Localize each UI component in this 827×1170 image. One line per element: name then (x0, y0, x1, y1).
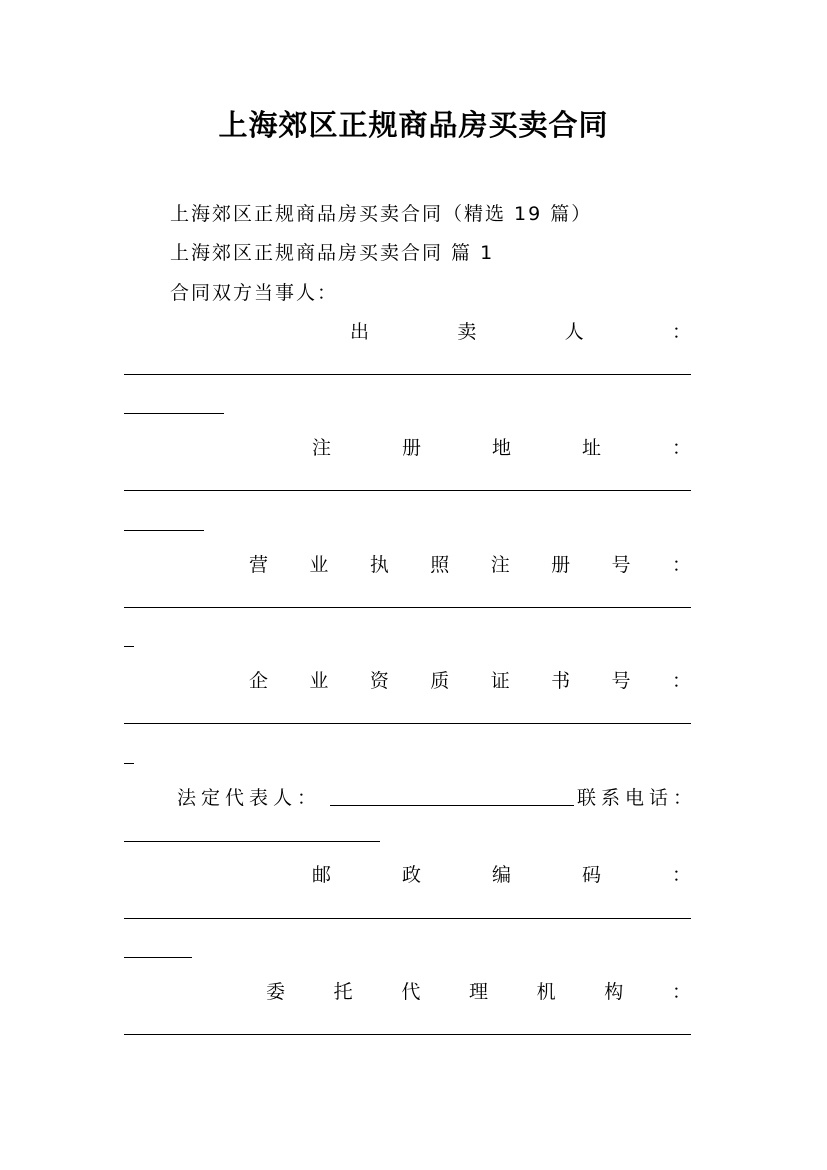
label-colon: ： (671, 321, 691, 343)
intro-line-1: 上海郊区正规商品房买卖合同（精选 19 篇） (170, 203, 593, 225)
label-colon: ： (671, 864, 691, 886)
agency-label (124, 977, 691, 1004)
label-char: 地 (491, 437, 511, 459)
address-blank-line[interactable] (124, 490, 691, 491)
license-blank-line-cont[interactable] (124, 646, 134, 647)
label-char: 书 (551, 670, 571, 692)
qualification-blank-line-cont[interactable] (124, 763, 134, 764)
label-char: 业 (309, 670, 329, 692)
label-char: 资 (369, 670, 389, 692)
intro-line-2: 上海郊区正规商品房买卖合同 篇 1 (170, 242, 495, 264)
label-colon: ： (671, 670, 691, 692)
label-char: 业 (309, 554, 329, 576)
label-char: 编 (491, 864, 511, 886)
label-char: 册 (401, 437, 421, 459)
postcode-blank-line-cont[interactable] (124, 957, 192, 958)
postcode-label (124, 860, 691, 887)
label-char: 委 (266, 981, 286, 1003)
intro-line-3: 合同双方当事人： (170, 282, 339, 304)
label-char: 注 (312, 437, 332, 459)
label-char: 册 (551, 554, 571, 576)
phone-blank-line[interactable] (124, 841, 380, 842)
label-char: 营 (249, 554, 269, 576)
postcode-label-chars (312, 860, 691, 887)
label-char: 码 (581, 864, 601, 886)
qualification-label (124, 666, 691, 693)
document-title: 上海郊区正规商品房买卖合同 (218, 108, 609, 142)
license-label-chars (249, 550, 691, 577)
label-char: 号 (611, 554, 631, 576)
label-char: 址 (581, 437, 601, 459)
license-blank-line[interactable] (124, 607, 691, 608)
label-char: 照 (430, 554, 450, 576)
qualification-blank-line[interactable] (124, 723, 691, 724)
postcode-blank-line[interactable] (124, 918, 691, 919)
agency-label-chars (266, 977, 691, 1004)
label-char: 执 (369, 554, 389, 576)
label-colon: ： (671, 437, 691, 459)
label-char: 证 (490, 670, 510, 692)
label-char: 邮 (312, 864, 332, 886)
agency-blank-line[interactable] (124, 1034, 691, 1035)
legal-rep-blank-line[interactable] (330, 805, 574, 806)
label-char: 出 (350, 321, 370, 343)
license-label (124, 550, 691, 577)
address-label-chars (312, 433, 691, 460)
label-colon: ： (671, 981, 691, 1003)
seller-label (124, 317, 691, 344)
address-label (124, 433, 691, 460)
label-char: 注 (490, 554, 510, 576)
label-char: 理 (468, 981, 488, 1003)
label-char: 托 (333, 981, 353, 1003)
address-blank-line-cont[interactable] (124, 530, 204, 531)
label-char: 质 (430, 670, 450, 692)
seller-blank-line[interactable] (124, 374, 691, 375)
label-char: 号 (611, 670, 631, 692)
legal-rep-label: 法定代表人： (177, 787, 322, 809)
label-char: 机 (536, 981, 556, 1003)
label-char: 人 (564, 321, 584, 343)
label-colon: ： (671, 554, 691, 576)
seller-label-chars (350, 317, 691, 344)
label-char: 代 (401, 981, 421, 1003)
phone-label: 联系电话： (577, 787, 698, 809)
label-char: 政 (401, 864, 421, 886)
label-char: 构 (604, 981, 624, 1003)
label-char: 卖 (457, 321, 477, 343)
label-char: 企 (249, 670, 269, 692)
seller-blank-line-cont[interactable] (124, 413, 224, 414)
qualification-label-chars (249, 666, 691, 693)
